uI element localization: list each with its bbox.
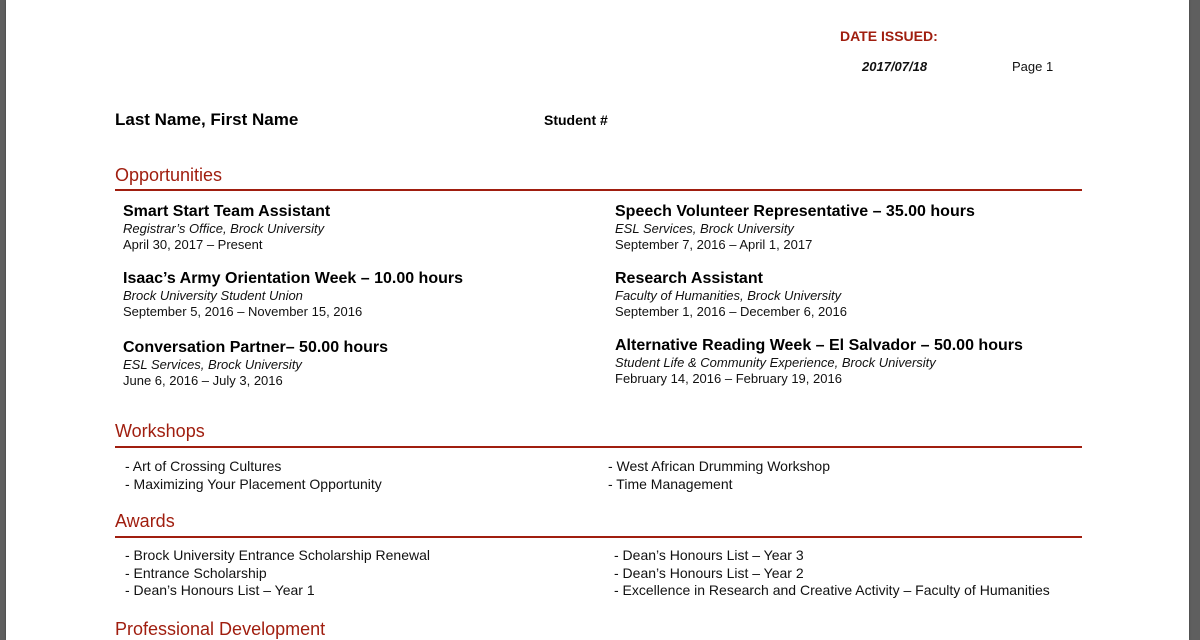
awards-list-right bbox=[614, 547, 1050, 600]
student-number-label: Student # bbox=[544, 112, 608, 128]
opportunity-item bbox=[615, 203, 975, 252]
section-title-professional-development: Professional Development bbox=[115, 619, 326, 639]
opportunity-dates: February 14, 2016 – February 19, 2016 bbox=[615, 371, 842, 386]
list-item: - Time Management bbox=[608, 475, 733, 492]
list-item: - Maximizing Your Placement Opportunity bbox=[125, 475, 382, 492]
document-page bbox=[6, 0, 1189, 640]
opportunity-item bbox=[123, 339, 388, 388]
workshops-list-left bbox=[125, 458, 382, 493]
list-item: - West African Drumming Workshop bbox=[608, 458, 830, 474]
opportunity-item bbox=[123, 270, 463, 319]
list-item: - Art of Crossing Cultures bbox=[125, 458, 282, 474]
section-rule-workshops bbox=[115, 446, 1082, 448]
opportunity-dates: April 30, 2017 – Present bbox=[123, 237, 263, 252]
date-issued-value: 2017/07/18 bbox=[862, 59, 928, 74]
opportunity-title: Conversation Partner– 50.00 hours bbox=[123, 339, 388, 356]
opportunity-dates: September 1, 2016 – December 6, 2016 bbox=[615, 304, 847, 319]
opportunity-organization: Faculty of Humanities, Brock University bbox=[615, 288, 842, 303]
section-rule-awards bbox=[115, 536, 1082, 538]
opportunity-item bbox=[615, 337, 1023, 386]
opportunity-item bbox=[123, 203, 330, 252]
workshops-list-right bbox=[608, 458, 830, 493]
opportunity-organization: Registrar’s Office, Brock University bbox=[123, 221, 325, 236]
section-title-opportunities: Opportunities bbox=[115, 165, 223, 185]
list-item: - Dean’s Honours List – Year 1 bbox=[125, 582, 315, 598]
opportunity-item bbox=[615, 270, 847, 319]
page-number: Page 1 bbox=[1012, 59, 1054, 74]
section-title-workshops: Workshops bbox=[115, 421, 205, 441]
opportunity-organization: Brock University Student Union bbox=[123, 288, 303, 303]
date-issued-label: DATE ISSUED: bbox=[840, 28, 938, 44]
awards-list-left bbox=[125, 547, 430, 600]
opportunity-title: Research Assistant bbox=[615, 270, 763, 287]
list-item: - Entrance Scholarship bbox=[125, 564, 267, 581]
section-rule-opportunities bbox=[115, 189, 1082, 191]
opportunity-dates: September 7, 2016 – April 1, 2017 bbox=[615, 237, 813, 252]
opportunity-dates: June 6, 2016 – July 3, 2016 bbox=[123, 373, 283, 388]
list-item: - Excellence in Research and Creative Activity – Faculty of Humanities bbox=[614, 582, 1050, 598]
list-item: - Dean’s Honours List – Year 3 bbox=[614, 547, 804, 563]
opportunity-organization: ESL Services, Brock University bbox=[123, 357, 302, 372]
opportunity-organization: ESL Services, Brock University bbox=[615, 221, 794, 236]
opportunity-title: Isaac’s Army Orientation Week – 10.00 hours bbox=[123, 270, 463, 287]
opportunity-title: Smart Start Team Assistant bbox=[123, 203, 331, 220]
student-name: Last Name, First Name bbox=[115, 110, 299, 129]
opportunity-title: Speech Volunteer Representative – 35.00 hours bbox=[615, 203, 975, 220]
opportunity-organization: Student Life & Community Experience, Brock University bbox=[615, 355, 936, 370]
list-item: - Dean’s Honours List – Year 2 bbox=[614, 564, 804, 581]
opportunity-dates: September 5, 2016 – November 15, 2016 bbox=[123, 304, 363, 319]
list-item: - Brock University Entrance Scholarship Renewal bbox=[125, 547, 431, 563]
opportunity-title: Alternative Reading Week – El Salvador – 50.00 hours bbox=[615, 337, 1023, 354]
section-title-awards: Awards bbox=[115, 511, 175, 531]
